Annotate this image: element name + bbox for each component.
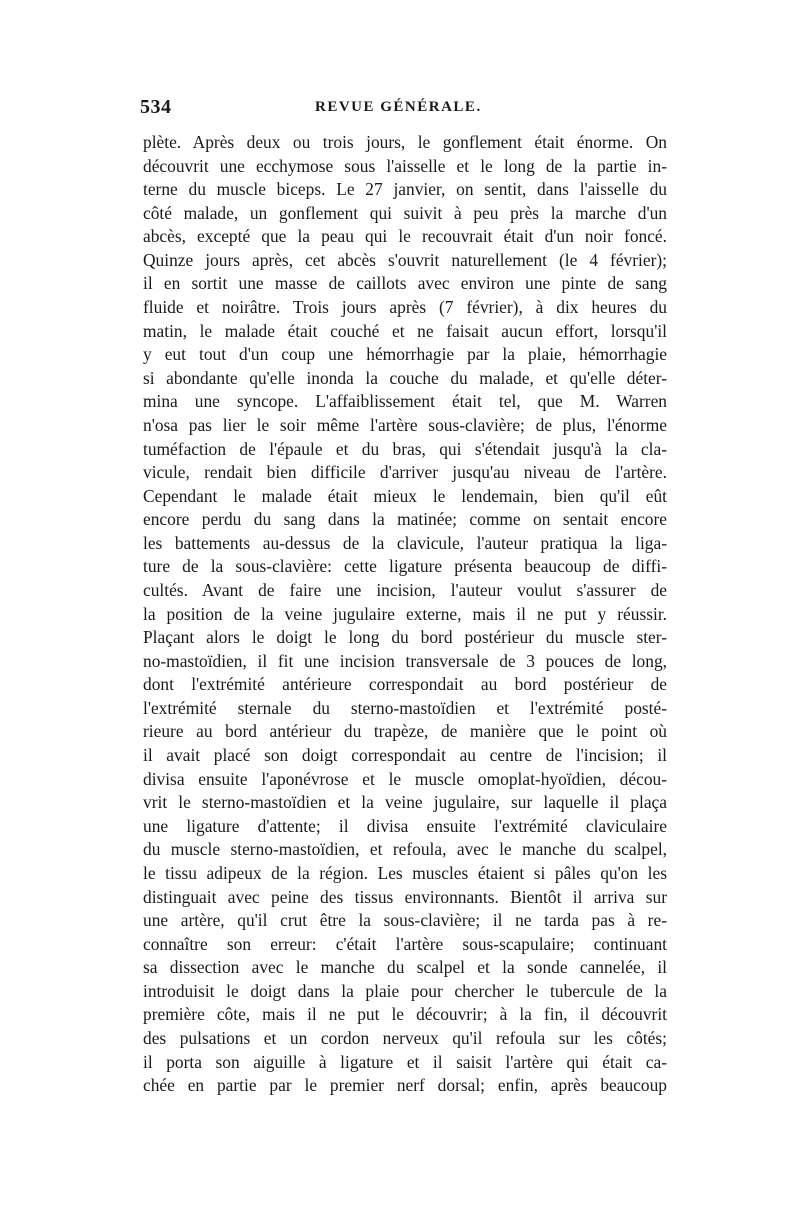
text-line: il avait placé son doigt correspondait au centre de l'incision; il — [143, 745, 667, 766]
body-text — [143, 131, 667, 1098]
text-line: connaître son erreur: c'était l'artère sous-scapulaire; continuant — [143, 933, 667, 954]
text-line: n'osa pas lier le soir même l'artère sous-clavière; de plus, l'énorme — [143, 414, 667, 435]
page-number: 534 — [140, 96, 172, 118]
text-line: découvrit une ecchymose sous l'aisselle et le long de la partie in- — [143, 155, 667, 176]
text-line: chée en partie par le premier nerf dorsal; enfin, après beaucoup — [143, 1075, 667, 1096]
text-line: première côte, mais il ne put le découvrir; à la fin, il découvrit — [143, 1004, 667, 1025]
text-line: si abondante qu'elle inonda la couche du malade, et qu'elle déter- — [143, 367, 667, 388]
text-line: cultés. Avant de faire une incision, l'auteur voulut s'assurer de — [143, 579, 667, 600]
text-line: divisa ensuite l'aponévrose et le muscle omoplat-hyoïdien, décou- — [143, 768, 667, 789]
text-line: tuméfaction de l'épaule et du bras, qui s'étendait jusqu'à la cla- — [143, 438, 667, 459]
text-line: mina une syncope. L'affaiblissement était tel, que M. Warren — [143, 391, 667, 412]
text-line: il porta son aiguille à ligature et il saisit l'artère qui était ca- — [143, 1051, 667, 1072]
text-line: côté malade, un gonflement qui suivit à peu près la marche d'un — [143, 202, 667, 223]
text-line: des pulsations et un cordon nerveux qu'il refoula sur les côtés; — [143, 1027, 667, 1048]
text-line: sa dissection avec le manche du scalpel et la sonde cannelée, il — [143, 957, 667, 978]
text-line: il en sortit une masse de caillots avec environ une pinte de sang — [143, 273, 667, 294]
text-line: une ligature d'attente; il divisa ensuite l'extrémité claviculaire — [143, 815, 667, 836]
text-line: abcès, excepté que la peau qui le recouvrait était d'un noir foncé. — [143, 226, 667, 247]
text-line: Plaçant alors le doigt le long du bord postérieur du muscle ster- — [143, 627, 667, 648]
text-line: le tissu adipeux de la région. Les muscles étaient si pâles qu'on les — [143, 862, 667, 883]
text-line: fluide et noirâtre. Trois jours après (7 février), à dix heures du — [143, 297, 667, 318]
text-line: y eut tout d'un coup une hémorrhagie par la plaie, hémorrhagie — [143, 344, 667, 365]
text-line: distinguait avec peine des tissus environnants. Bientôt il arriva sur — [143, 886, 667, 907]
text-line: ture de la sous-clavière: cette ligature présenta beaucoup de diffi- — [143, 556, 667, 577]
text-line: l'extrémité sternale du sterno-mastoïdien et l'extrémité posté- — [143, 697, 667, 718]
text-line: vicule, rendait bien difficile d'arriver jusqu'au niveau de l'artère. — [143, 462, 667, 483]
text-line: les battements au-dessus de la clavicule, l'auteur pratiqua la liga- — [143, 532, 667, 553]
text-line: une artère, qu'il crut être la sous-clavière; il ne tarda pas à re- — [143, 910, 667, 931]
text-line: la position de la veine jugulaire externe, mais il ne put y réussir. — [143, 603, 667, 624]
text-line: no-mastoïdien, il fit une incision transversale de 3 pouces de long, — [143, 650, 667, 671]
text-line: plète. Après deux ou trois jours, le gonflement était énorme. On — [143, 132, 667, 152]
text-line: du muscle sterno-mastoïdien, et refoula, avec le manche du scalpel, — [143, 839, 667, 860]
text-line: matin, le malade était couché et ne faisait aucun effort, lorsqu'il — [143, 320, 667, 341]
text-line: Cependant le malade était mieux le lendemain, bien qu'il eût — [143, 485, 667, 506]
text-line: terne du muscle biceps. Le 27 janvier, on sentit, dans l'aisselle du — [143, 179, 667, 200]
text-line: rieure au bord antérieur du trapèze, de manière que le point où — [143, 721, 667, 742]
text-line: dont l'extrémité antérieure correspondait au bord postérieur de — [143, 674, 667, 695]
running-header — [140, 96, 670, 122]
text-line: encore perdu du sang dans la matinée; comme on sentait encore — [143, 509, 667, 530]
text-line: vrit le sterno-mastoïdien et la veine jugulaire, sur laquelle il plaça — [143, 792, 667, 813]
text-line: introduisit le doigt dans la plaie pour chercher le tubercule de la — [143, 980, 667, 1001]
running-title: REVUE GÉNÉRALE. — [315, 99, 482, 115]
text-line: Quinze jours après, cet abcès s'ouvrit naturellement (le 4 février); — [143, 249, 667, 270]
